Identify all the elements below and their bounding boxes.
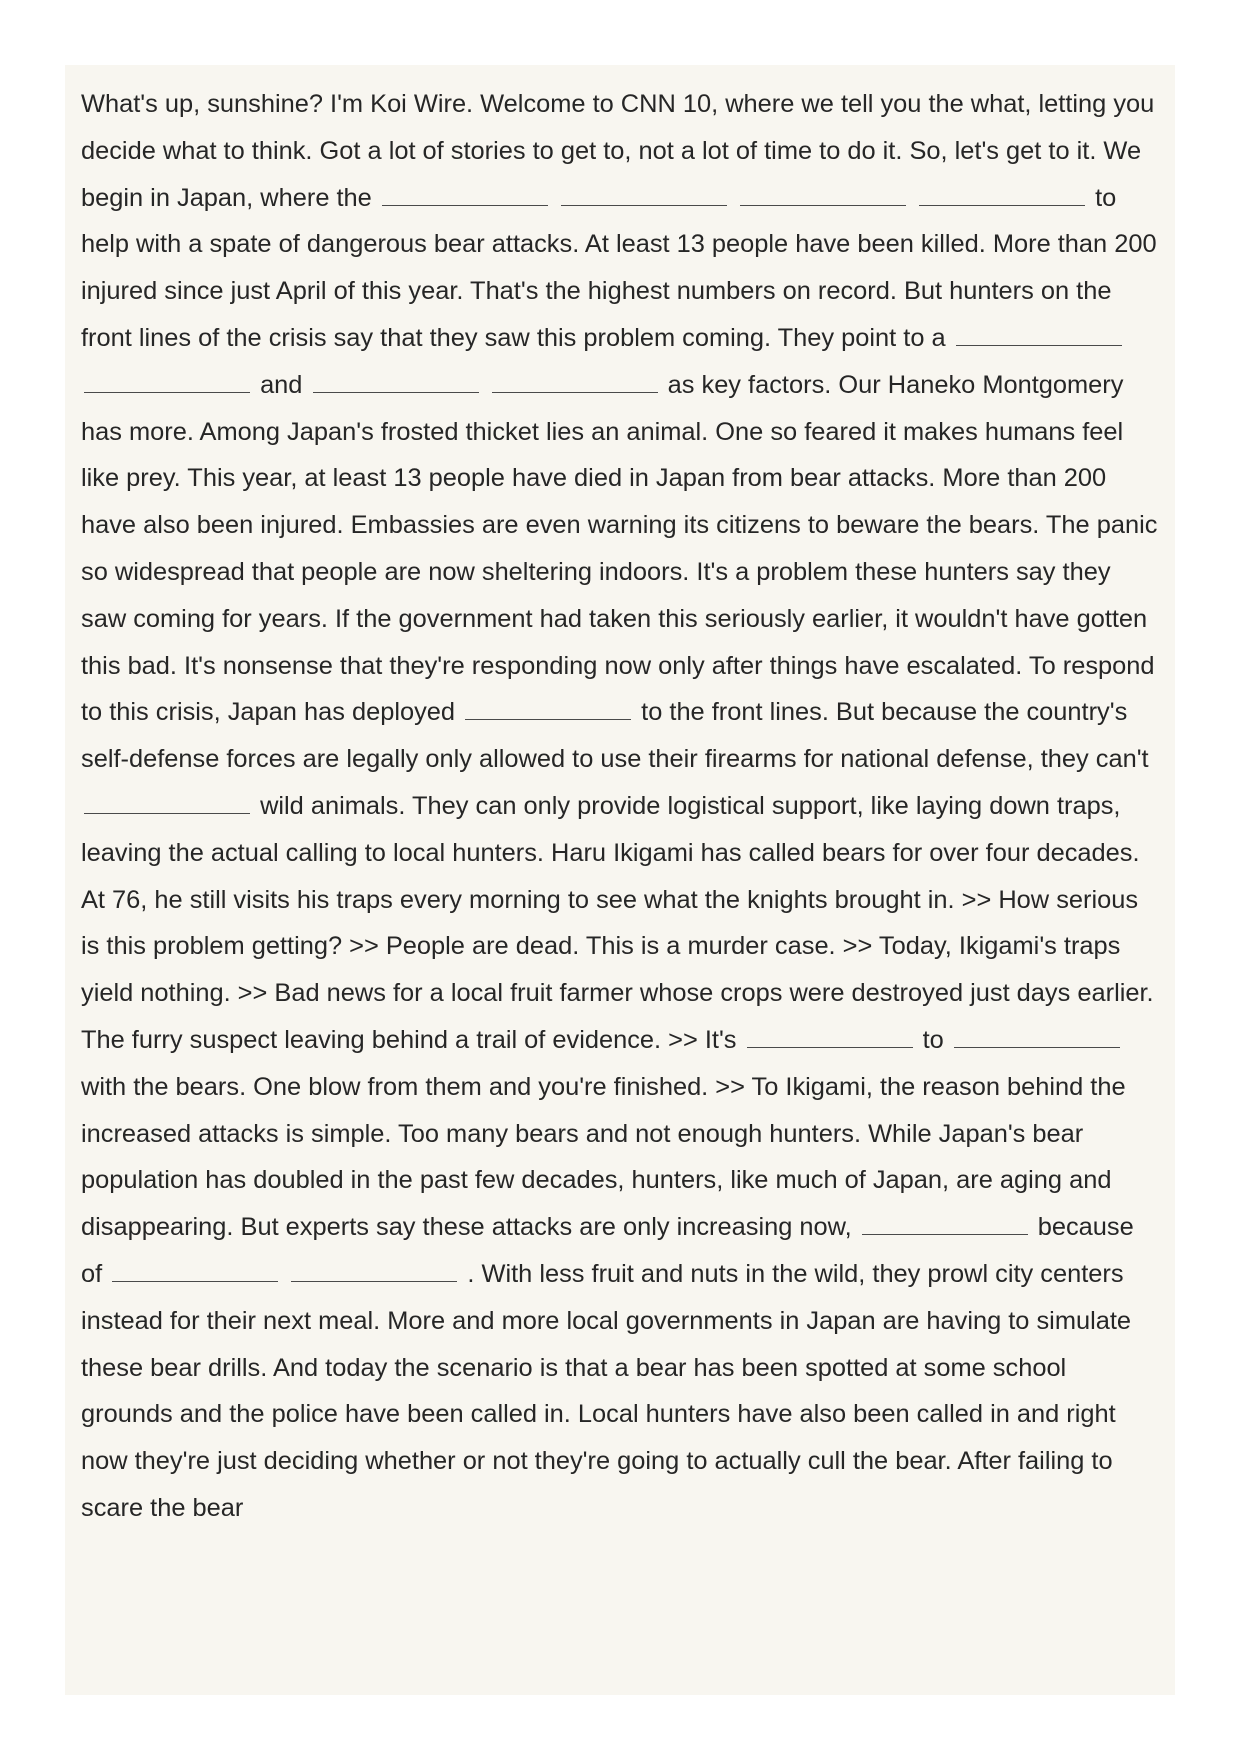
transcript-card	[65, 65, 1175, 1695]
passage-segment: with the bears. One blow from them and you're finished. >> To Ikigami, the reason behind the increased attacks is simple. Too many bears and not enough hunters. While Japan's bear population has doubled in the past few decades, hunters, like much of Japan, are aging and disappearing. But experts say these attacks are only increasing now,	[81, 1072, 1126, 1242]
passage-segment: to	[922, 1025, 944, 1054]
answer-blank[interactable]	[561, 179, 727, 206]
answer-blank[interactable]	[492, 366, 658, 393]
transcript-passage	[81, 81, 1159, 1532]
passage-segment: to the front lines. But because the country's self-defense forces are legally only allowed to use their firearms for national defense, they can't	[81, 698, 1149, 774]
answer-blank[interactable]	[465, 693, 631, 720]
passage-segment: to help with a spate of dangerous bear attacks. At least 13 people have been killed. More than 200 injured since just April of this year. That's the highest numbers on record. But hunters on the front lines of the crisis say that they saw this problem coming. They point to a	[81, 183, 1157, 352]
answer-blank[interactable]	[919, 179, 1085, 206]
passage-segment: . With less fruit and nuts in the wild, they prowl city centers instead for their next meal. More and more local governments in Japan are having to simulate these bear drills. And today the scenario is that a bear has been spotted at some school grounds and the police have been called in. Local hunters have also been called in and right now they're just deciding whether or not they're going to actually cull the bear. After failing to scare the bear	[81, 1259, 1132, 1522]
passage-segment: because of	[81, 1213, 1134, 1288]
answer-blank[interactable]	[84, 787, 250, 814]
passage-segment: as key factors. Our Haneko Montgomery has more. Among Japan's frosted thicket lies an animal. One so feared it makes humans feel like prey. This year, at least 13 people have died in Japan from bear attacks. More than 200 have also been injured. Embassies are even warning its citizens to beware the bears. The panic so widespread that people are now sheltering indoors. It's a problem these hunters say they saw coming for years. If the government had taken this seriously earlier, it wouldn't have gotten this bad. It's nonsense that they're responding now only after things have escalated. To respond to this crisis, Japan has deployed	[81, 370, 1158, 727]
answer-blank[interactable]	[313, 366, 479, 393]
passage-segment: wild animals. They can only provide logistical support, like laying down traps, leaving the actual calling to local hunters. Haru Ikigami has called bears for over four decades. At 76, he still visits his traps every morning to see what the knights brought in. >> How serious is this problem getting? >> People are dead. This is a murder case. >> Today, Ikigami's traps yield nothing. >> Bad news for a local fruit farmer whose crops were destroyed just days earlier. The furry suspect leaving behind a trail of evidence. >> It's	[81, 791, 1154, 1054]
passage-segment: What's up, sunshine? I'm Koi Wire. Welcome to CNN 10, where we tell you the what, letting you decide what to think. Got a lot of stories to get to, not a lot of time to do it. So, let's get to it. We begin in Japan, where the	[81, 90, 1155, 212]
answer-blank[interactable]	[956, 319, 1122, 346]
answer-blank[interactable]	[862, 1208, 1028, 1235]
answer-blank[interactable]	[954, 1021, 1120, 1048]
answer-blank[interactable]	[740, 179, 906, 206]
answer-blank[interactable]	[291, 1255, 457, 1282]
answer-blank[interactable]	[747, 1021, 913, 1048]
answer-blank[interactable]	[112, 1255, 278, 1282]
passage-segment: and	[260, 370, 303, 399]
answer-blank[interactable]	[84, 366, 250, 393]
answer-blank[interactable]	[382, 179, 548, 206]
